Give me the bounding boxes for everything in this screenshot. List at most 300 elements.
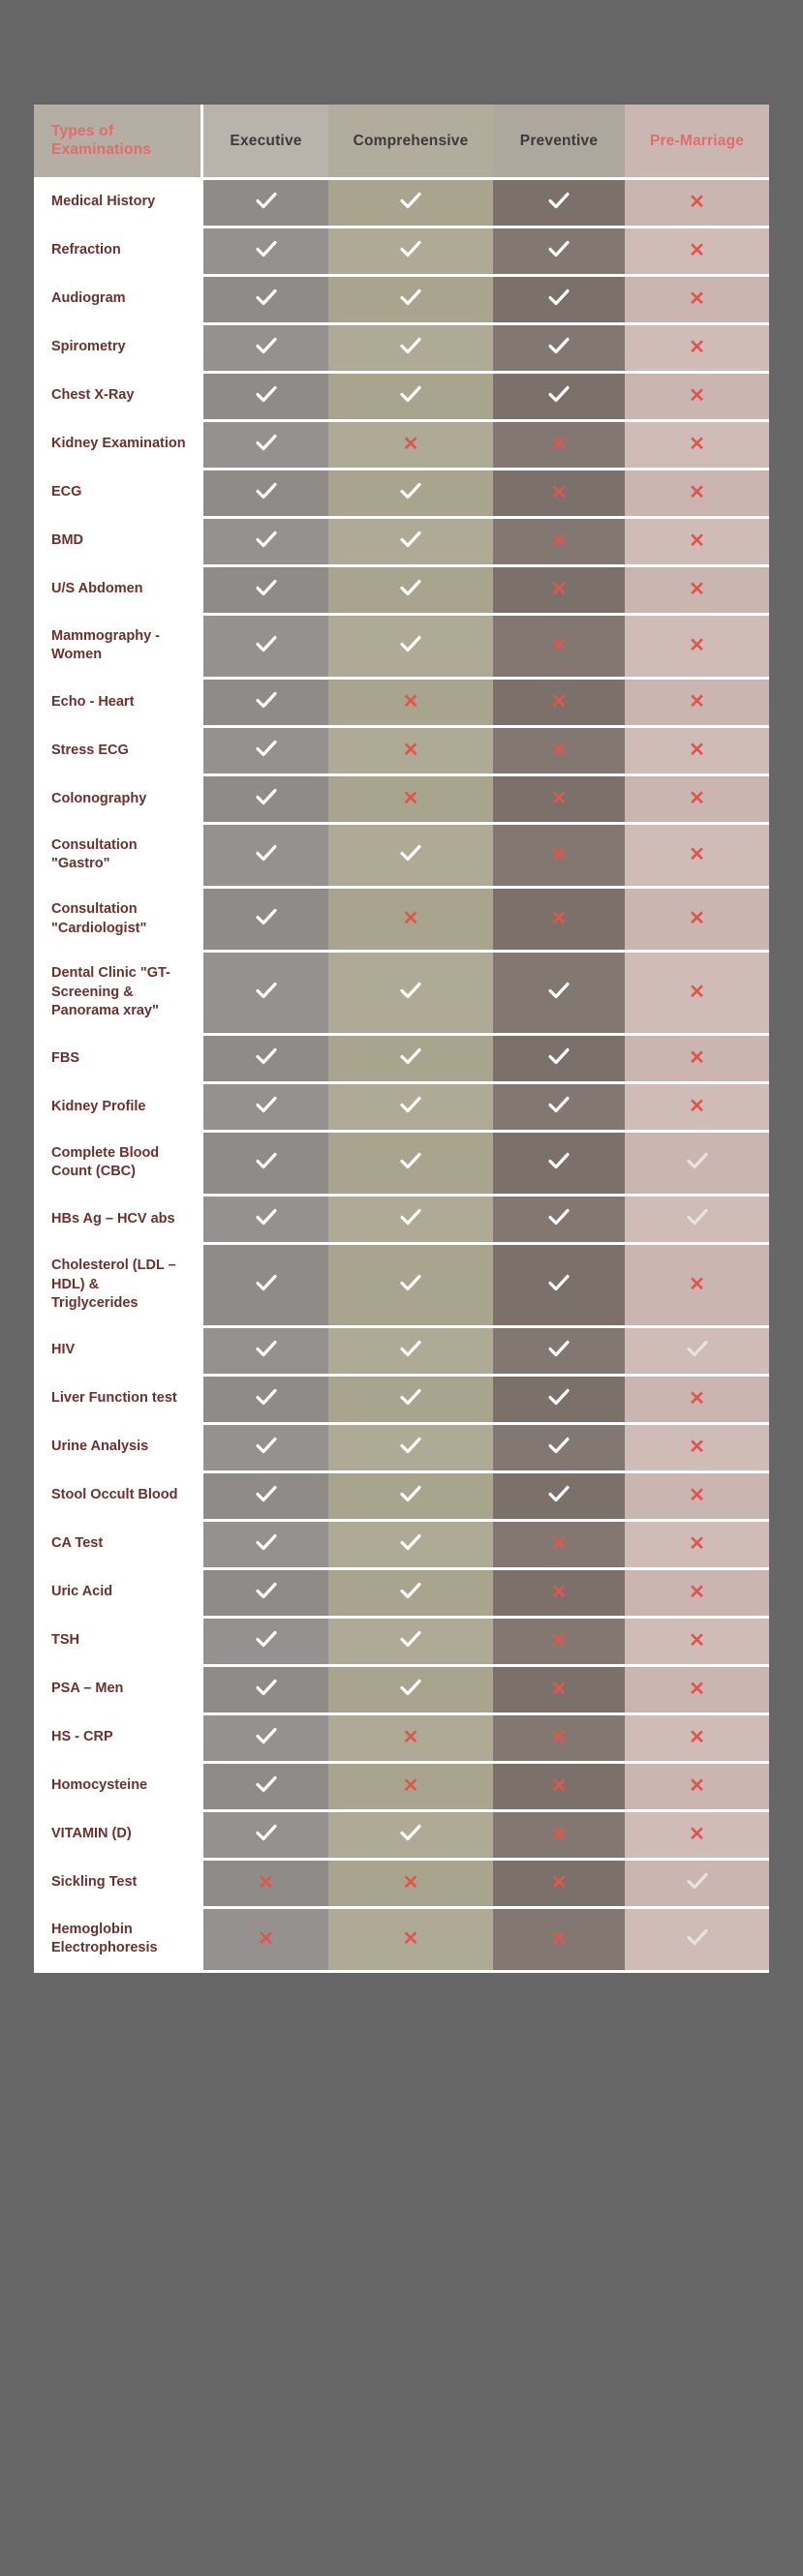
cross-icon: ✕ — [550, 1726, 568, 1748]
cell-pre-marriage — [625, 1522, 769, 1570]
row-label: Sickling Test — [34, 1861, 203, 1909]
cell-executive — [203, 1812, 328, 1861]
cell-pre-marriage — [625, 519, 769, 567]
cross-icon: ✕ — [550, 1871, 568, 1894]
cross-icon: ✕ — [689, 1484, 705, 1506]
cell-preventive — [493, 277, 625, 325]
cross-icon: ✕ — [550, 1629, 568, 1652]
cell-preventive — [493, 680, 625, 728]
cell-comprehensive — [328, 889, 493, 953]
check-icon — [256, 691, 277, 709]
header-types-of-examinations: Types of Examinations — [34, 105, 203, 180]
check-icon — [548, 240, 570, 258]
check-icon — [548, 1485, 570, 1502]
header-row — [34, 105, 769, 180]
cell-pre-marriage — [625, 374, 769, 422]
row-label: Cholesterol (LDL – HDL) & Triglycerides — [34, 1245, 203, 1328]
cell-executive — [203, 1715, 328, 1764]
cell-preventive — [493, 519, 625, 567]
cross-icon: ✕ — [550, 739, 568, 761]
cell-executive — [203, 1084, 328, 1133]
cell-preventive — [493, 889, 625, 953]
cell-pre-marriage — [625, 1715, 769, 1764]
cell-executive — [203, 680, 328, 728]
table-row — [34, 228, 769, 277]
check-icon — [400, 1824, 421, 1841]
cell-comprehensive — [328, 1619, 493, 1667]
check-icon — [256, 579, 277, 596]
cell-comprehensive — [328, 1861, 493, 1909]
cell-pre-marriage — [625, 277, 769, 325]
cross-icon: ✕ — [689, 1273, 705, 1295]
cell-pre-marriage — [625, 470, 769, 519]
cell-comprehensive — [328, 1667, 493, 1715]
row-label: HS - CRP — [34, 1715, 203, 1764]
cross-icon: ✕ — [689, 191, 705, 213]
table-row — [34, 1715, 769, 1764]
check-icon — [400, 288, 421, 306]
row-label: Uric Acid — [34, 1570, 203, 1619]
table-row — [34, 776, 769, 825]
check-icon — [256, 530, 277, 548]
table-row — [34, 180, 769, 228]
header-preventive: Preventive — [493, 105, 625, 180]
check-icon — [400, 240, 421, 258]
cross-icon: ✕ — [402, 908, 419, 930]
cell-preventive — [493, 1861, 625, 1909]
cell-preventive — [493, 776, 625, 825]
table-row — [34, 1861, 769, 1909]
row-label: VITAMIN (D) — [34, 1812, 203, 1861]
cell-pre-marriage — [625, 422, 769, 470]
cell-pre-marriage — [625, 776, 769, 825]
cell-executive — [203, 953, 328, 1036]
cross-icon: ✕ — [689, 1629, 705, 1652]
table-row — [34, 1812, 769, 1861]
cross-icon: ✕ — [550, 634, 568, 656]
cell-executive — [203, 1425, 328, 1473]
check-icon — [400, 337, 421, 354]
table-row — [34, 1764, 769, 1812]
cell-pre-marriage — [625, 228, 769, 277]
check-icon — [400, 1485, 421, 1502]
cell-executive — [203, 776, 328, 825]
check-icon — [256, 844, 277, 862]
row-label: FBS — [34, 1036, 203, 1084]
cross-icon: ✕ — [689, 239, 705, 261]
cell-comprehensive — [328, 680, 493, 728]
table-body — [34, 180, 769, 1973]
check-icon — [256, 434, 277, 451]
cell-pre-marriage — [625, 1425, 769, 1473]
cell-pre-marriage — [625, 1812, 769, 1861]
cross-icon: ✕ — [402, 739, 419, 761]
row-label: Refraction — [34, 228, 203, 277]
check-icon — [256, 1775, 277, 1793]
check-icon — [548, 192, 570, 209]
cross-icon: ✕ — [689, 1095, 705, 1117]
cell-comprehensive — [328, 567, 493, 616]
table-row — [34, 325, 769, 374]
examinations-table-container — [34, 105, 769, 1973]
check-icon — [400, 1208, 421, 1226]
check-icon — [687, 1208, 708, 1226]
cross-icon: ✕ — [550, 530, 568, 552]
cell-pre-marriage — [625, 680, 769, 728]
table-row — [34, 1522, 769, 1570]
cross-icon: ✕ — [550, 787, 568, 809]
cell-pre-marriage — [625, 1619, 769, 1667]
cross-icon: ✕ — [258, 1927, 274, 1950]
check-icon — [400, 530, 421, 548]
header-comprehensive: Comprehensive — [328, 105, 493, 180]
cell-pre-marriage — [625, 1197, 769, 1245]
cross-icon: ✕ — [689, 690, 705, 712]
check-icon — [256, 288, 277, 306]
cross-icon: ✕ — [689, 578, 705, 600]
cross-icon: ✕ — [689, 433, 705, 455]
cell-comprehensive — [328, 616, 493, 680]
row-label: Spirometry — [34, 325, 203, 374]
check-icon — [548, 1274, 570, 1291]
cross-icon: ✕ — [689, 739, 705, 761]
check-icon — [256, 788, 277, 805]
check-icon — [548, 1152, 570, 1169]
table-row — [34, 1197, 769, 1245]
cross-icon: ✕ — [550, 843, 568, 865]
cross-icon: ✕ — [550, 481, 568, 503]
cross-icon: ✕ — [550, 433, 568, 455]
row-label: Kidney Profile — [34, 1084, 203, 1133]
table-row — [34, 680, 769, 728]
cell-pre-marriage — [625, 325, 769, 374]
cell-pre-marriage — [625, 1133, 769, 1197]
row-label: ECG — [34, 470, 203, 519]
cell-comprehensive — [328, 1133, 493, 1197]
cell-preventive — [493, 1619, 625, 1667]
cell-comprehensive — [328, 1473, 493, 1522]
row-label: Medical History — [34, 180, 203, 228]
cross-icon: ✕ — [402, 1871, 419, 1894]
check-icon — [256, 192, 277, 209]
row-label: Consultation "Cardiologist" — [34, 889, 203, 953]
cell-executive — [203, 728, 328, 776]
check-icon — [256, 1096, 277, 1113]
cell-preventive — [493, 1197, 625, 1245]
cell-executive — [203, 1197, 328, 1245]
row-label: U/S Abdomen — [34, 567, 203, 616]
check-icon — [400, 1274, 421, 1291]
row-label: CA Test — [34, 1522, 203, 1570]
row-label: Dental Clinic "GT- Screening & Panorama xray" — [34, 953, 203, 1036]
cell-executive — [203, 374, 328, 422]
header-pre-marriage: Pre-Marriage — [625, 105, 769, 180]
cell-comprehensive — [328, 1812, 493, 1861]
examinations-matrix-table — [34, 105, 769, 1973]
cell-pre-marriage — [625, 1036, 769, 1084]
table-row — [34, 889, 769, 953]
check-icon — [548, 1437, 570, 1454]
table-row — [34, 1084, 769, 1133]
cell-pre-marriage — [625, 1667, 769, 1715]
cell-pre-marriage — [625, 1764, 769, 1812]
check-icon — [400, 579, 421, 596]
cross-icon: ✕ — [689, 1046, 705, 1069]
cell-executive — [203, 1909, 328, 1973]
cross-icon: ✕ — [258, 1871, 274, 1894]
cell-comprehensive — [328, 180, 493, 228]
cross-icon: ✕ — [689, 981, 705, 1003]
table-row — [34, 728, 769, 776]
cell-executive — [203, 325, 328, 374]
check-icon — [548, 385, 570, 403]
cell-comprehensive — [328, 1570, 493, 1619]
cross-icon: ✕ — [402, 1774, 419, 1797]
cross-icon: ✕ — [402, 1927, 419, 1950]
check-icon — [400, 844, 421, 862]
row-label: Liver Function test — [34, 1377, 203, 1425]
cell-pre-marriage — [625, 1909, 769, 1973]
cell-executive — [203, 1570, 328, 1619]
cell-pre-marriage — [625, 825, 769, 889]
check-icon — [548, 1047, 570, 1065]
check-icon — [400, 635, 421, 652]
cross-icon: ✕ — [550, 1774, 568, 1797]
cross-icon: ✕ — [689, 1436, 705, 1458]
row-label: BMD — [34, 519, 203, 567]
check-icon — [400, 1047, 421, 1065]
cell-executive — [203, 889, 328, 953]
check-icon — [548, 337, 570, 354]
check-icon — [548, 1340, 570, 1357]
check-icon — [400, 982, 421, 999]
table-row — [34, 1377, 769, 1425]
cell-comprehensive — [328, 776, 493, 825]
cell-preventive — [493, 1667, 625, 1715]
check-icon — [256, 1630, 277, 1648]
row-label: TSH — [34, 1619, 203, 1667]
table-row — [34, 616, 769, 680]
check-icon — [548, 982, 570, 999]
check-icon — [256, 635, 277, 652]
cross-icon: ✕ — [402, 787, 419, 809]
cross-icon: ✕ — [689, 1823, 705, 1845]
cell-executive — [203, 1861, 328, 1909]
cell-preventive — [493, 1036, 625, 1084]
check-icon — [256, 1727, 277, 1744]
cell-pre-marriage — [625, 1570, 769, 1619]
cell-executive — [203, 1245, 328, 1328]
cell-preventive — [493, 325, 625, 374]
cross-icon: ✕ — [550, 1581, 568, 1603]
row-label: Homocysteine — [34, 1764, 203, 1812]
check-icon — [687, 1928, 708, 1946]
cell-comprehensive — [328, 1425, 493, 1473]
check-icon — [400, 385, 421, 403]
check-icon — [256, 1679, 277, 1696]
cell-executive — [203, 1764, 328, 1812]
row-label: Stool Occult Blood — [34, 1473, 203, 1522]
check-icon — [256, 240, 277, 258]
check-icon — [687, 1872, 708, 1890]
cross-icon: ✕ — [550, 1823, 568, 1845]
cell-preventive — [493, 1812, 625, 1861]
check-icon — [256, 908, 277, 925]
cell-preventive — [493, 616, 625, 680]
cell-preventive — [493, 1084, 625, 1133]
cell-executive — [203, 1619, 328, 1667]
check-icon — [256, 1582, 277, 1599]
check-icon — [687, 1152, 708, 1169]
cell-preventive — [493, 1764, 625, 1812]
check-icon — [256, 1340, 277, 1357]
cell-comprehensive — [328, 325, 493, 374]
cell-comprehensive — [328, 1522, 493, 1570]
cross-icon: ✕ — [689, 530, 705, 552]
cell-preventive — [493, 1377, 625, 1425]
row-label: Mammography - Women — [34, 616, 203, 680]
table-row — [34, 825, 769, 889]
check-icon — [400, 192, 421, 209]
cross-icon: ✕ — [689, 787, 705, 809]
cell-comprehensive — [328, 1197, 493, 1245]
cell-pre-marriage — [625, 1861, 769, 1909]
header-executive: Executive — [203, 105, 328, 180]
table-row — [34, 470, 769, 519]
cell-comprehensive — [328, 825, 493, 889]
cell-pre-marriage — [625, 953, 769, 1036]
check-icon — [256, 385, 277, 403]
cell-comprehensive — [328, 470, 493, 519]
table-row — [34, 1425, 769, 1473]
cell-preventive — [493, 1570, 625, 1619]
table-row — [34, 953, 769, 1036]
table-row — [34, 1570, 769, 1619]
row-label: Echo - Heart — [34, 680, 203, 728]
cell-preventive — [493, 180, 625, 228]
table-header — [34, 105, 769, 180]
cross-icon: ✕ — [689, 634, 705, 656]
cell-preventive — [493, 1245, 625, 1328]
cell-executive — [203, 567, 328, 616]
check-icon — [256, 1047, 277, 1065]
check-icon — [400, 1679, 421, 1696]
row-label: Chest X-Ray — [34, 374, 203, 422]
cross-icon: ✕ — [689, 1532, 705, 1555]
check-icon — [400, 1533, 421, 1551]
table-row — [34, 1036, 769, 1084]
row-label: Consultation "Gastro" — [34, 825, 203, 889]
check-icon — [256, 1274, 277, 1291]
cell-preventive — [493, 1522, 625, 1570]
cell-executive — [203, 1036, 328, 1084]
cell-executive — [203, 228, 328, 277]
cell-comprehensive — [328, 1245, 493, 1328]
cell-preventive — [493, 1473, 625, 1522]
cross-icon: ✕ — [689, 1774, 705, 1797]
cell-preventive — [493, 567, 625, 616]
cross-icon: ✕ — [550, 908, 568, 930]
check-icon — [256, 1485, 277, 1502]
cell-comprehensive — [328, 1764, 493, 1812]
table-row — [34, 1619, 769, 1667]
check-icon — [400, 1340, 421, 1357]
check-icon — [256, 740, 277, 757]
cell-comprehensive — [328, 422, 493, 470]
cell-preventive — [493, 1133, 625, 1197]
cell-pre-marriage — [625, 889, 769, 953]
table-row — [34, 519, 769, 567]
cross-icon: ✕ — [689, 843, 705, 865]
row-label: Urine Analysis — [34, 1425, 203, 1473]
check-icon — [256, 1824, 277, 1841]
table-row — [34, 1245, 769, 1328]
check-icon — [548, 1208, 570, 1226]
check-icon — [400, 1388, 421, 1406]
cell-comprehensive — [328, 728, 493, 776]
cell-pre-marriage — [625, 1245, 769, 1328]
cell-pre-marriage — [625, 1377, 769, 1425]
cell-executive — [203, 519, 328, 567]
check-icon — [400, 1582, 421, 1599]
cell-executive — [203, 1667, 328, 1715]
cross-icon: ✕ — [550, 1927, 568, 1950]
table-row — [34, 422, 769, 470]
check-icon — [256, 482, 277, 500]
cross-icon: ✕ — [550, 1532, 568, 1555]
cell-executive — [203, 470, 328, 519]
cell-executive — [203, 277, 328, 325]
cross-icon: ✕ — [689, 1387, 705, 1409]
cell-executive — [203, 825, 328, 889]
cross-icon: ✕ — [402, 1726, 419, 1748]
cross-icon: ✕ — [689, 1581, 705, 1603]
cell-executive — [203, 1133, 328, 1197]
cell-preventive — [493, 470, 625, 519]
row-label: HBs Ag – HCV abs — [34, 1197, 203, 1245]
table-row — [34, 1909, 769, 1973]
cell-comprehensive — [328, 1377, 493, 1425]
cell-preventive — [493, 825, 625, 889]
check-icon — [548, 1096, 570, 1113]
cell-pre-marriage — [625, 1473, 769, 1522]
cell-executive — [203, 1522, 328, 1570]
row-label: Audiogram — [34, 277, 203, 325]
cell-executive — [203, 422, 328, 470]
row-label: Colonography — [34, 776, 203, 825]
cell-comprehensive — [328, 374, 493, 422]
check-icon — [256, 337, 277, 354]
check-icon — [256, 1437, 277, 1454]
cell-executive — [203, 1328, 328, 1377]
cell-preventive — [493, 374, 625, 422]
cell-comprehensive — [328, 1715, 493, 1764]
cell-preventive — [493, 1425, 625, 1473]
cell-comprehensive — [328, 519, 493, 567]
table-row — [34, 1473, 769, 1522]
cell-preventive — [493, 1715, 625, 1764]
cell-pre-marriage — [625, 180, 769, 228]
cell-comprehensive — [328, 1328, 493, 1377]
row-label: PSA – Men — [34, 1667, 203, 1715]
cell-comprehensive — [328, 953, 493, 1036]
cross-icon: ✕ — [689, 288, 705, 310]
cross-icon: ✕ — [402, 433, 419, 455]
cross-icon: ✕ — [550, 1678, 568, 1700]
cell-comprehensive — [328, 277, 493, 325]
check-icon — [400, 1096, 421, 1113]
check-icon — [256, 982, 277, 999]
